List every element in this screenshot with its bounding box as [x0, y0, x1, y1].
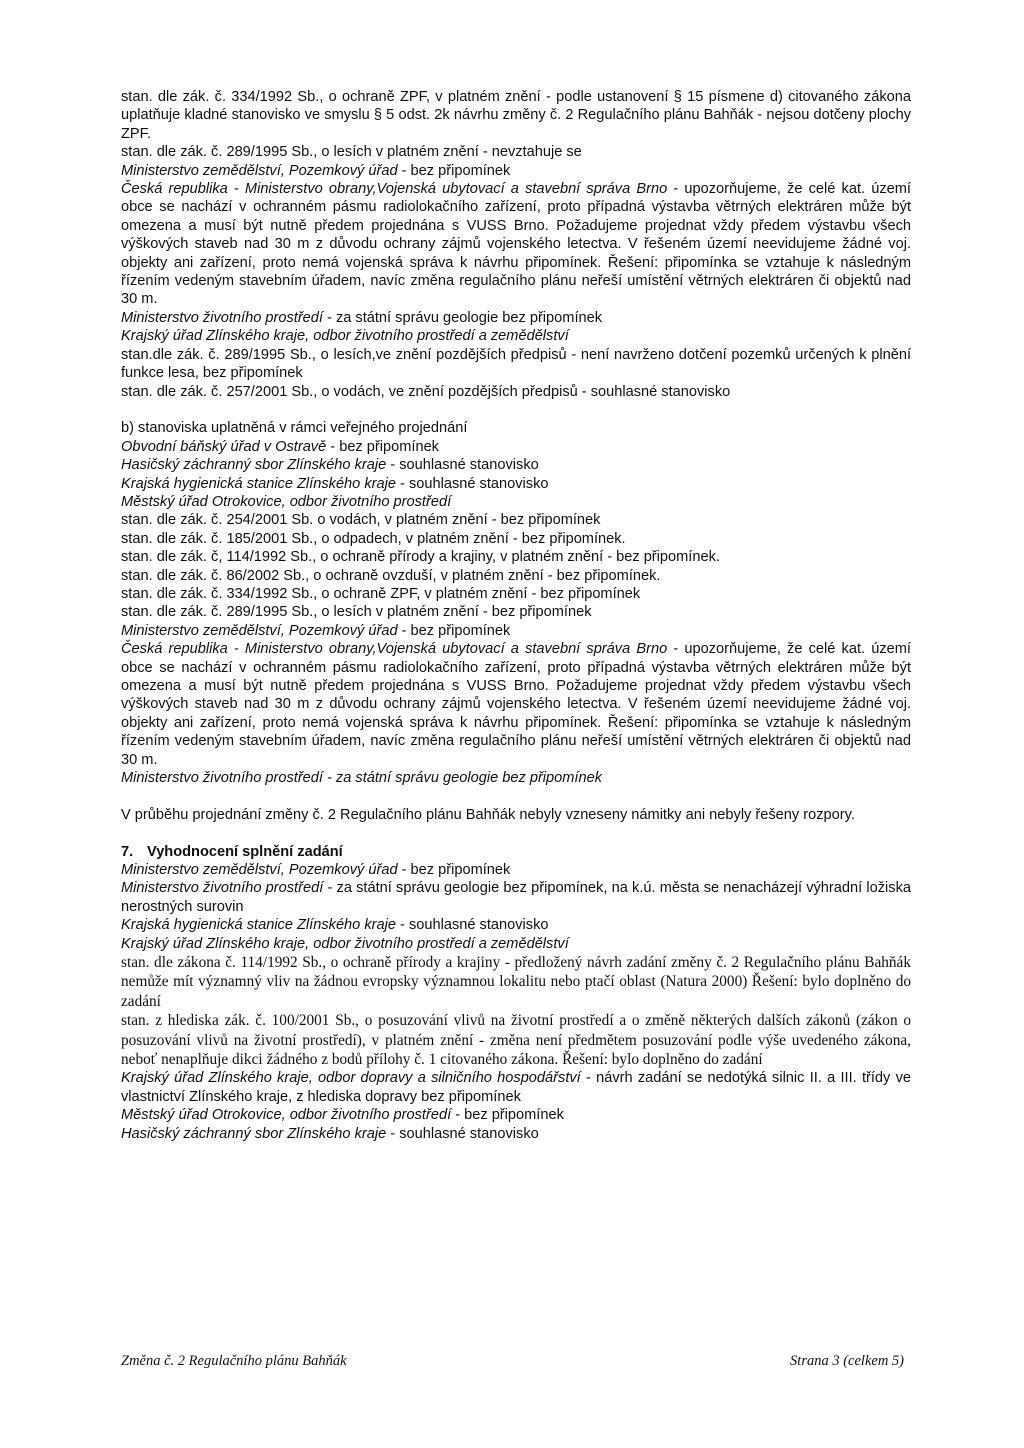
statement-text: - bez připomínek [397, 862, 511, 879]
document-body [121, 88, 911, 1143]
statement-text: - bez připomínek [397, 622, 511, 639]
paragraph [121, 1069, 911, 1106]
spacer [121, 787, 911, 805]
paragraph [121, 456, 911, 474]
statement-text: - souhlasné stanovisko [386, 1125, 539, 1142]
org-name: Česká republika - Ministerstvo obrany,Vojenská ubytovací a stavební správa Brno [121, 181, 668, 198]
paragraph [121, 475, 911, 493]
paragraph [121, 180, 911, 309]
org-name: Městský úřad Otrokovice, odbor životního prostředí [121, 493, 452, 510]
paragraph [121, 309, 911, 327]
statement-text: - návrh zadání se nedotýká silnic II. a III. třídy ve vlastnictví Zlínského kraje, z hlediska dopravy bez připomínek [121, 1070, 911, 1105]
org-name: Ministerstvo zemědělství, Pozemkový úřad [121, 622, 398, 639]
org-name: Česká republika - Ministerstvo obrany,Vojenská ubytovací a stavební správa Brno [121, 641, 668, 658]
statement-text: - souhlasné stanovisko [386, 457, 539, 474]
org-name: Obvodní báňský úřad v Ostravě [121, 438, 327, 455]
org-statement: Ministerstvo životního prostředí - za státní správu geologie bez připomínek [121, 770, 603, 787]
paragraph: stan. dle zák. č. 257/2001 Sb., o vodách, ve znění pozdějších předpisů - souhlasné stanovisko [121, 383, 731, 400]
org-name: Ministerstvo životního prostředí [121, 880, 324, 897]
paragraph: stan. z hlediska zák. č. 100/2001 Sb., o posuzování vlivů na životní prostředí a o změně některých dalších zákonů (zákon o posuzování vlivů na životní prostředí), v platném znění - změna není předmětem posuzování podle výše uvedeného zákona, neboť nenaplňuje dikci žádného z bodů přílohy č. 1 citovaného zákona. Řešení: bylo doplněno do zadání [121, 1012, 911, 1069]
statement-text: - bez připomínek [397, 162, 511, 179]
statement-text: - za státní správu geologie bez připomínek [322, 309, 603, 326]
org-name: Krajská hygienická stanice Zlínského kraje [121, 917, 396, 934]
org-name: Krajský úřad Zlínského kraje, odbor životního prostředí a zemědělství [121, 935, 569, 952]
paragraph [121, 162, 911, 180]
org-name: Ministerstvo zemědělství, Pozemkový úřad [121, 862, 398, 879]
statement-text: - souhlasné stanovisko [395, 917, 549, 934]
paragraph: stan. dle zák. č. 334/1992 Sb., o ochraně ZPF, v platném znění - bez připomínek [121, 585, 641, 602]
paragraph [121, 879, 911, 916]
page-footer [121, 1353, 904, 1370]
paragraph: stan. dle zák. č. 185/2001 Sb., o odpadech, v platném znění - bez připomínek. [121, 530, 626, 547]
org-name: Hasičský záchranný sbor Zlínského kraje [121, 1125, 387, 1142]
statement-text: - za státní správu geologie bez připomínek, na k.ú. města se nenacházejí výhradní ložiska nerostných surovin [121, 880, 911, 915]
paragraph: stan. dle zák. č. 86/2002 Sb., o ochraně ovzduší, v platném znění - bez připomínek. [121, 567, 661, 584]
paragraph [121, 861, 911, 879]
org-name: Městský úřad Otrokovice, odbor životního prostředí [121, 1107, 452, 1124]
paragraph [121, 916, 911, 934]
paragraph: stan. dle zák. č. 334/1992 Sb., o ochraně ZPF, v platném znění - podle ustanovení § 15 písmene d) citovaného zákona uplatňuje kladné stanovisko ve smyslu § 5 odst. 2k návrhu změny č. 2 Regulačního plánu Bahňák - nejsou dotčeny plochy ZPF. [121, 89, 911, 142]
section-heading [121, 843, 911, 861]
footer-document-title: Změna č. 2 Regulačního plánu Bahňák [121, 1353, 347, 1369]
section-number: 7. [121, 843, 134, 860]
statement-text: - upozorňujeme, že celé kat. území obce se nachází v ochranném pásmu radiolokačního zařízení, proto případná výstavba větrných elektráren může být omezena a musí být nutně předem projednána s VUSS Brno. Požadujeme projednat vždy předem výstavbu všech výškových staveb nad 30 m z důvodu ochrany zájmů vojenského letectva. V řešeném území neevidujeme žádné voj. objekty ani zařízení, proto nemá vojenská správa k návrhu připomínek. Řešení: připomínka se vztahuje k následným řízením vedeným stavebním úřadem, navíc změna regulačního plánu neřeší umístění větrných elektráren či objektů nad 30 m. [121, 641, 911, 768]
org-name: Krajský úřad Zlínského kraje, odbor dopravy a silničního hospodářství [121, 1070, 581, 1087]
statement-text: - bez připomínek [326, 438, 439, 455]
paragraph [121, 438, 911, 456]
paragraph [121, 640, 911, 769]
org-name: Ministerstvo zemědělství, Pozemkový úřad [121, 162, 398, 179]
statement-text: - upozorňujeme, že celé kat. území obce se nachází v ochranném pásmu radiolokačního zařízení, proto případná výstavba větrných elektráren může být omezena a musí být nutně předem projednána s VUSS Brno. Požadujeme projednat vždy předem výstavbu všech výškových staveb nad 30 m z důvodu ochrany zájmů vojenského letectva. V řešeném území neevidujeme žádné voj. objekty ani zařízení, proto nemá vojenská správa k návrhu připomínek. Řešení: připomínka se vztahuje k následným řízením vedeným stavebním úřadem, navíc změna regulačního plánu neřeší umístění větrných elektráren či objektů nad 30 m. [121, 181, 911, 308]
paragraph: stan.dle zák. č. 289/1995 Sb., o lesích,ve znění pozdějších předpisů - není navrženo dotčení pozemků určených k plnění funkce lesa, bez připomínek [121, 346, 911, 382]
statement-text: - bez připomínek [451, 1107, 564, 1124]
org-name: Krajská hygienická stanice Zlínského kraje [121, 475, 396, 492]
org-name: Hasičský záchranný sbor Zlínského kraje [121, 457, 387, 474]
paragraph [121, 622, 911, 640]
paragraph: stan. dle zák. č. 289/1995 Sb., o lesích v platném znění - nevztahuje se [121, 144, 582, 161]
paragraph: stan. dle zák. č, 114/1992 Sb., o ochraně přírody a krajiny, v platném znění - bez připomínek. [121, 549, 720, 566]
paragraph: stan. dle zákona č. 114/1992 Sb., o ochraně přírody a krajiny - předložený návrh zadání změny č. 2 Regulačního plánu Bahňák nemůže mít významný vliv na žádnou evropsky významnou lokalitu nebo ptačí oblast (Natura 2000) Řešení: bylo doplněno do zadání [121, 954, 911, 1010]
org-name: Krajský úřad Zlínského kraje, odbor životního prostředí a zemědělství [121, 328, 569, 345]
spacer [121, 824, 911, 842]
statement-text: - souhlasné stanovisko [395, 475, 549, 492]
footer-page-number: Strana 3 (celkem 5) [790, 1353, 904, 1369]
paragraph: V průběhu projednání změny č. 2 Regulačního plánu Bahňák nebyly vzneseny námitky ani nebyly řešeny rozpory. [121, 806, 855, 823]
section-title: Vyhodnocení splnění zadání [147, 843, 343, 860]
paragraph: stan. dle zák. č. 254/2001 Sb. o vodách, v platném znění - bez připomínek [121, 512, 601, 529]
org-name: Ministerstvo životního prostředí [121, 309, 323, 326]
spacer [121, 401, 911, 419]
paragraph [121, 1125, 911, 1143]
paragraph: stan. dle zák. č. 289/1995 Sb., o lesích v platném znění - bez připomínek [121, 604, 592, 621]
section-intro: b) stanoviska uplatněná v rámci veřejného projednání [121, 420, 468, 437]
paragraph [121, 1106, 911, 1124]
